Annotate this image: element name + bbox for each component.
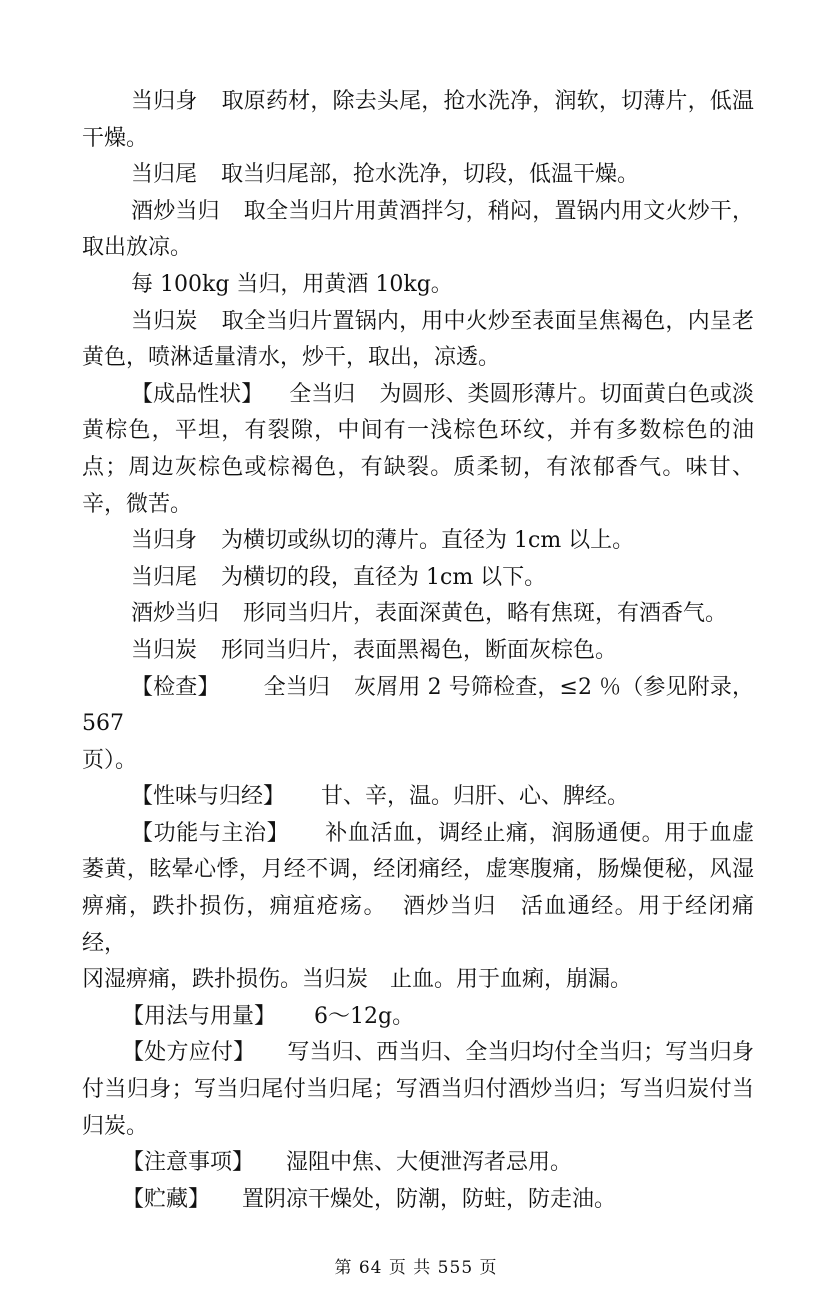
paragraph-text: 冈湿痹痛，跌扑损伤。当归炭 止血。用于血痢，崩漏。: [82, 967, 633, 993]
term-label: 当归身: [131, 89, 198, 114]
paragraph-jiuchao-description: [82, 596, 754, 633]
paragraph-text: 取原药材，除去头尾，抢水洗净，润软，切薄片，低温干燥。: [82, 89, 754, 151]
section-heading: 【注意事项】: [122, 1150, 255, 1176]
paragraph-wei-description: [82, 560, 754, 597]
paragraph-shen-description: [82, 523, 754, 560]
paragraph-text: 形同当归片，表面黑褐色，断面灰棕色。: [221, 637, 618, 663]
paragraph-text: 湿阻中焦、大便泄泻者忌用。: [286, 1150, 573, 1176]
term-label: 全当归: [263, 674, 331, 700]
paragraph-text: 形同当归片，表面深黄色，略有焦斑，有酒香气。: [243, 601, 728, 627]
paragraph-precautions: [82, 1145, 754, 1182]
paragraph-tan-description: [82, 633, 754, 670]
paragraph-inspection-continued: [82, 743, 754, 780]
paragraph-text: 取全当归片置锅内，用中火炒至表面呈焦褐色，内呈老黄色，喷淋适量清水，炒干，取出，凉透。: [82, 308, 754, 371]
term-label: 酒炒当归: [131, 601, 220, 627]
paragraph-text: 补血活血，调经止痛，润肠通便。用于血虚萎黄，眩晕心悸，月经不调，经闭痛经，虚寒腹痛，肠燥便秘，风湿痹痛，跌扑损伤，痈疽疮疡。: [82, 820, 754, 920]
paragraph-functions: [82, 816, 754, 962]
term-label: 全当归: [289, 381, 356, 407]
term-label: 酒炒当归: [402, 894, 497, 920]
term-label: 当归炭: [131, 308, 198, 334]
section-heading: 【成品性状】: [131, 381, 264, 407]
paragraph-text: 灰屑用 2 号筛检查，≤2 ％（参见附录，567: [82, 674, 754, 737]
page-number-footer: 第 64 页 共 555 页: [334, 1258, 498, 1278]
paragraph-functions-continued: [82, 962, 754, 999]
paragraph-dosage: [82, 999, 754, 1036]
paragraph-storage: [82, 1182, 754, 1219]
term-label: 当归尾: [131, 564, 198, 590]
section-heading: 【性味与归经】: [131, 784, 286, 810]
section-heading: 【检查】: [131, 674, 220, 700]
paragraph-prescription: [82, 1035, 754, 1145]
paragraph-properties: [82, 779, 754, 816]
section-heading: 【功能与主治】: [131, 820, 290, 846]
paragraph-characteristics: [82, 377, 754, 523]
term-label: 当归身: [131, 528, 198, 554]
term-label: 酒炒当归: [131, 198, 220, 224]
paragraph-text: 活血通经。用于经闭痛经，: [82, 894, 754, 956]
paragraph-text: 为横切或纵切的薄片。直径为 1cm 以上。: [221, 528, 635, 554]
paragraph-text: 为圆形、类圆形薄片。切面黄白色或淡黄棕色，平坦，有裂隙，中间有一浅棕色环纹，并有多数棕色的油点；周边灰棕色或棕褐色，有缺裂。质柔韧，有浓郁香气。味甘、辛，微苦。: [82, 381, 754, 517]
paragraph-ratio: [82, 267, 754, 304]
paragraph-text: 为横切的段，直径为 1cm 以下。: [221, 564, 547, 590]
paragraph-danggui-wei: [82, 157, 754, 194]
document-body: [82, 84, 754, 1218]
paragraph-danggui-shen: [82, 84, 754, 157]
term-label: 当归尾: [131, 162, 198, 188]
paragraph-text: 写当归、西当归、全当归均付全当归；写当归身付当归身；写当归尾付当归尾；写酒当归付酒炒当归；写当归炭付当归炭。: [82, 1040, 754, 1139]
term-label: 当归炭: [131, 637, 198, 663]
paragraph-text: 取全当归片用黄酒拌匀，稍闷，置锅内用文火炒干，取出放凉。: [82, 198, 754, 261]
paragraph-text: 每 100kg 当归，用黄酒 10kg。: [131, 271, 453, 297]
paragraph-danggui-tan: [82, 304, 754, 377]
section-heading: 【用法与用量】: [122, 1003, 277, 1029]
paragraph-inspection: [82, 670, 754, 743]
paragraph-text: 页）。: [82, 747, 138, 773]
paragraph-text: 置阴凉干燥处，防潮，防蛀，防走油。: [242, 1186, 617, 1212]
paragraph-jiuchao-danggui: [82, 194, 754, 267]
section-heading: 【处方应付】: [122, 1040, 256, 1066]
paragraph-text: 甘、辛，温。归肝、心、脾经。: [321, 784, 630, 810]
paragraph-text: 6～12g。: [314, 1003, 415, 1029]
paragraph-text: 取当归尾部，抢水洗净，切段，低温干燥。: [221, 162, 640, 188]
section-heading: 【贮藏】: [122, 1186, 211, 1212]
